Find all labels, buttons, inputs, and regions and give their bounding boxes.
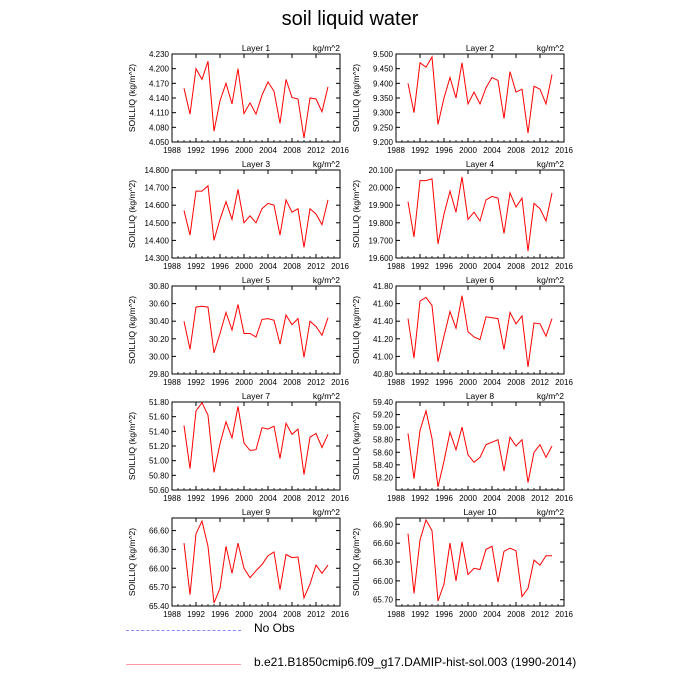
panel-units: kg/m^2 (312, 507, 340, 517)
panel-units: kg/m^2 (536, 159, 564, 169)
x-tick-label: 2008 (283, 262, 301, 271)
x-tick-label: 2012 (531, 146, 549, 155)
y-axis-label: SOILLIQ (kg/m^2) (127, 527, 137, 597)
x-tick-label: 1988 (387, 378, 405, 387)
y-tick-label: 66.00 (148, 564, 169, 574)
x-tick-label: 2016 (331, 262, 349, 271)
y-tick-label: 4.110 (149, 108, 169, 118)
y-tick-label: 58.60 (372, 448, 393, 458)
x-tick-label: 2004 (259, 610, 277, 619)
y-tick-label: 41.20 (372, 334, 393, 344)
series-line (184, 61, 328, 138)
y-tick-label: 14.300 (144, 254, 169, 263)
x-tick-label: 2012 (307, 378, 325, 387)
x-tick-label: 2004 (483, 610, 501, 619)
panel-units: kg/m^2 (312, 275, 340, 285)
panel-title: Layer 3 (241, 159, 271, 169)
x-tick-label: 2016 (555, 610, 573, 619)
y-tick-label: 59.20 (372, 410, 393, 420)
y-tick-label: 4.170 (148, 79, 169, 89)
x-tick-label: 2008 (507, 262, 525, 271)
y-tick-label: 4.230 (148, 50, 169, 59)
x-tick-label: 2016 (331, 378, 349, 387)
y-tick-label: 30.20 (148, 334, 169, 344)
x-tick-label: 2004 (259, 262, 277, 271)
x-tick-label: 1988 (387, 494, 405, 503)
panel-units: kg/m^2 (312, 43, 340, 53)
x-tick-label: 2000 (459, 146, 477, 155)
y-tick-label: 51.00 (148, 456, 169, 466)
x-tick-label: 2000 (459, 494, 477, 503)
x-tick-label: 1992 (187, 146, 205, 155)
panel-title: Layer 10 (463, 507, 497, 517)
y-tick-label: 14.400 (144, 236, 169, 246)
y-tick-label: 30.40 (148, 317, 169, 327)
x-tick-label: 1988 (387, 610, 405, 619)
x-tick-label: 2012 (531, 494, 549, 503)
y-tick-label: 58.40 (372, 460, 393, 470)
y-tick-label: 50.80 (148, 471, 169, 481)
x-tick-label: 2012 (531, 610, 549, 619)
x-tick-label: 2016 (331, 610, 349, 619)
y-tick-label: 41.60 (372, 299, 393, 309)
panel-units: kg/m^2 (312, 159, 340, 169)
x-tick-label: 2008 (507, 146, 525, 155)
x-tick-label: 2004 (483, 378, 501, 387)
panel-frame (396, 286, 564, 374)
panel-title: Layer 6 (465, 275, 495, 285)
y-tick-label: 41.00 (372, 352, 393, 362)
x-tick-label: 2016 (331, 494, 349, 503)
x-tick-label: 2016 (555, 494, 573, 503)
y-axis-label: SOILLIQ (kg/m^2) (127, 63, 137, 133)
x-tick-label: 2012 (307, 494, 325, 503)
panel-title: Layer 9 (241, 507, 271, 517)
x-tick-label: 1996 (435, 494, 453, 503)
series-line (408, 177, 552, 251)
x-tick-label: 1992 (187, 262, 205, 271)
x-tick-label: 1988 (163, 610, 181, 619)
y-tick-label: 41.40 (372, 317, 393, 327)
legend-label: No Obs (254, 621, 295, 635)
y-tick-label: 30.80 (148, 282, 169, 291)
panel-frame (396, 518, 564, 606)
series-line (408, 57, 552, 133)
y-tick-label: 4.080 (148, 123, 169, 133)
y-axis-label: SOILLIQ (kg/m^2) (127, 295, 137, 365)
panel-title: Layer 5 (241, 275, 271, 285)
y-tick-label: 51.80 (148, 398, 169, 407)
series-line (408, 520, 552, 601)
series-line (408, 411, 552, 487)
y-tick-label: 30.60 (148, 299, 169, 309)
y-tick-label: 19.600 (368, 254, 393, 263)
x-tick-label: 2012 (307, 610, 325, 619)
x-tick-label: 1992 (411, 146, 429, 155)
series-line (184, 521, 328, 603)
y-tick-label: 51.40 (148, 427, 169, 437)
x-tick-label: 2012 (531, 262, 549, 271)
panel-title: Layer 8 (465, 391, 495, 401)
y-tick-label: 20.000 (368, 183, 393, 193)
y-axis-label: SOILLIQ (kg/m^2) (351, 179, 361, 249)
x-tick-label: 1992 (411, 610, 429, 619)
y-tick-label: 65.70 (372, 595, 393, 605)
x-tick-label: 1988 (387, 146, 405, 155)
x-tick-label: 1988 (163, 262, 181, 271)
y-tick-label: 14.500 (144, 218, 169, 228)
x-tick-label: 2004 (483, 262, 501, 271)
x-tick-label: 2008 (507, 378, 525, 387)
y-tick-label: 65.40 (148, 602, 169, 611)
y-tick-label: 51.20 (148, 442, 169, 451)
y-tick-label: 14.600 (144, 201, 169, 211)
x-tick-label: 2000 (235, 378, 253, 387)
panel-units: kg/m^2 (536, 43, 564, 53)
y-tick-label: 41.80 (372, 282, 393, 291)
panel-frame (396, 54, 564, 142)
y-tick-label: 14.800 (144, 166, 169, 175)
x-tick-label: 1992 (411, 378, 429, 387)
x-tick-label: 2008 (283, 494, 301, 503)
figure-title: soil liquid water (281, 8, 419, 30)
x-tick-label: 1996 (211, 146, 229, 155)
panel-units: kg/m^2 (536, 391, 564, 401)
x-tick-label: 2016 (555, 262, 573, 271)
y-axis-label: SOILLIQ (kg/m^2) (351, 295, 361, 365)
y-axis-label: SOILLIQ (kg/m^2) (351, 527, 361, 597)
x-tick-label: 1988 (387, 262, 405, 271)
x-tick-label: 2004 (259, 494, 277, 503)
y-tick-label: 65.70 (148, 583, 169, 593)
series-line (184, 186, 328, 248)
x-tick-label: 1996 (435, 378, 453, 387)
panel-title: Layer 2 (465, 43, 495, 53)
panel-units: kg/m^2 (536, 507, 564, 517)
x-tick-label: 2016 (555, 378, 573, 387)
legend-swatch-solid (126, 664, 241, 665)
x-tick-label: 2000 (235, 610, 253, 619)
y-tick-label: 66.60 (372, 539, 393, 549)
x-tick-label: 2016 (331, 146, 349, 155)
x-tick-label: 1992 (187, 610, 205, 619)
x-tick-label: 1992 (187, 494, 205, 503)
y-tick-label: 9.250 (372, 123, 393, 133)
y-tick-label: 4.200 (148, 64, 169, 74)
x-tick-label: 2016 (555, 146, 573, 155)
x-tick-label: 2012 (307, 146, 325, 155)
panel-frame (172, 286, 340, 374)
x-tick-label: 1996 (211, 610, 229, 619)
panel-units: kg/m^2 (536, 275, 564, 285)
panel-units: kg/m^2 (312, 391, 340, 401)
y-tick-label: 19.900 (368, 201, 393, 211)
y-tick-label: 66.30 (148, 545, 169, 555)
x-tick-label: 1996 (211, 262, 229, 271)
x-tick-label: 2012 (531, 378, 549, 387)
x-tick-label: 1996 (435, 146, 453, 155)
x-tick-label: 1992 (411, 494, 429, 503)
x-tick-label: 1996 (435, 262, 453, 271)
x-tick-label: 1988 (163, 378, 181, 387)
y-tick-label: 50.60 (148, 486, 169, 495)
panel-frame (172, 402, 340, 490)
panel-frame (172, 54, 340, 142)
x-tick-label: 1992 (411, 262, 429, 271)
x-tick-label: 2008 (283, 610, 301, 619)
y-tick-label: 30.00 (148, 352, 169, 362)
y-tick-label: 40.80 (372, 370, 393, 379)
x-tick-label: 2008 (507, 494, 525, 503)
y-tick-label: 9.350 (372, 94, 393, 103)
y-tick-label: 66.30 (372, 558, 393, 567)
legend-item-model-run (126, 655, 686, 675)
y-axis-label: SOILLIQ (kg/m^2) (351, 411, 361, 481)
x-tick-label: 2000 (459, 262, 477, 271)
panel-title: Layer 4 (465, 159, 495, 169)
x-tick-label: 1996 (435, 610, 453, 619)
panel-frame (172, 170, 340, 258)
x-tick-label: 2008 (283, 146, 301, 155)
y-tick-label: 14.700 (144, 183, 169, 193)
x-tick-label: 1996 (211, 378, 229, 387)
y-tick-label: 4.140 (148, 94, 169, 103)
x-tick-label: 2004 (483, 146, 501, 155)
y-tick-label: 9.450 (372, 64, 393, 74)
series-line (408, 296, 552, 367)
x-tick-label: 2004 (259, 146, 277, 155)
y-tick-label: 58.20 (372, 473, 393, 483)
y-tick-label: 59.40 (372, 398, 393, 407)
y-tick-label: 9.400 (372, 79, 393, 89)
series-line (184, 403, 328, 475)
y-tick-label: 66.90 (372, 520, 393, 530)
x-tick-label: 1988 (163, 494, 181, 503)
y-tick-label: 19.800 (368, 218, 393, 228)
x-tick-label: 2008 (507, 610, 525, 619)
y-tick-label: 29.80 (148, 370, 169, 379)
y-tick-label: 58.80 (372, 435, 393, 445)
y-tick-label: 9.300 (372, 108, 393, 118)
x-tick-label: 2012 (307, 262, 325, 271)
y-tick-label: 19.700 (368, 236, 393, 246)
series-line (184, 305, 328, 358)
legend-swatch-dashed (126, 630, 241, 631)
x-tick-label: 2004 (483, 494, 501, 503)
x-tick-label: 2000 (235, 262, 253, 271)
y-axis-label: SOILLIQ (kg/m^2) (127, 411, 137, 481)
panel-title: Layer 1 (241, 43, 271, 53)
legend-item-no-obs (126, 621, 686, 641)
panel-frame (396, 170, 564, 258)
x-tick-label: 2000 (459, 378, 477, 387)
y-tick-label: 4.050 (148, 138, 169, 147)
x-tick-label: 2000 (459, 610, 477, 619)
y-tick-label: 66.00 (372, 576, 393, 586)
y-tick-label: 51.60 (148, 412, 169, 422)
y-tick-label: 20.100 (368, 166, 393, 175)
x-tick-label: 2008 (283, 378, 301, 387)
x-tick-label: 2004 (259, 378, 277, 387)
y-tick-label: 9.200 (372, 138, 393, 147)
y-tick-label: 9.500 (372, 50, 393, 59)
y-tick-label: 59.00 (372, 423, 393, 433)
x-tick-label: 2000 (235, 146, 253, 155)
y-axis-label: SOILLIQ (kg/m^2) (127, 179, 137, 249)
y-tick-label: 66.60 (148, 526, 169, 536)
x-tick-label: 1996 (211, 494, 229, 503)
x-tick-label: 2000 (235, 494, 253, 503)
x-tick-label: 1988 (163, 146, 181, 155)
panel-title: Layer 7 (241, 391, 271, 401)
y-axis-label: SOILLIQ (kg/m^2) (351, 63, 361, 133)
legend-label: b.e21.B1850cmip6.f09_g17.DAMIP-hist-sol.003 (1990-2014) (254, 655, 577, 669)
x-tick-label: 1992 (187, 378, 205, 387)
